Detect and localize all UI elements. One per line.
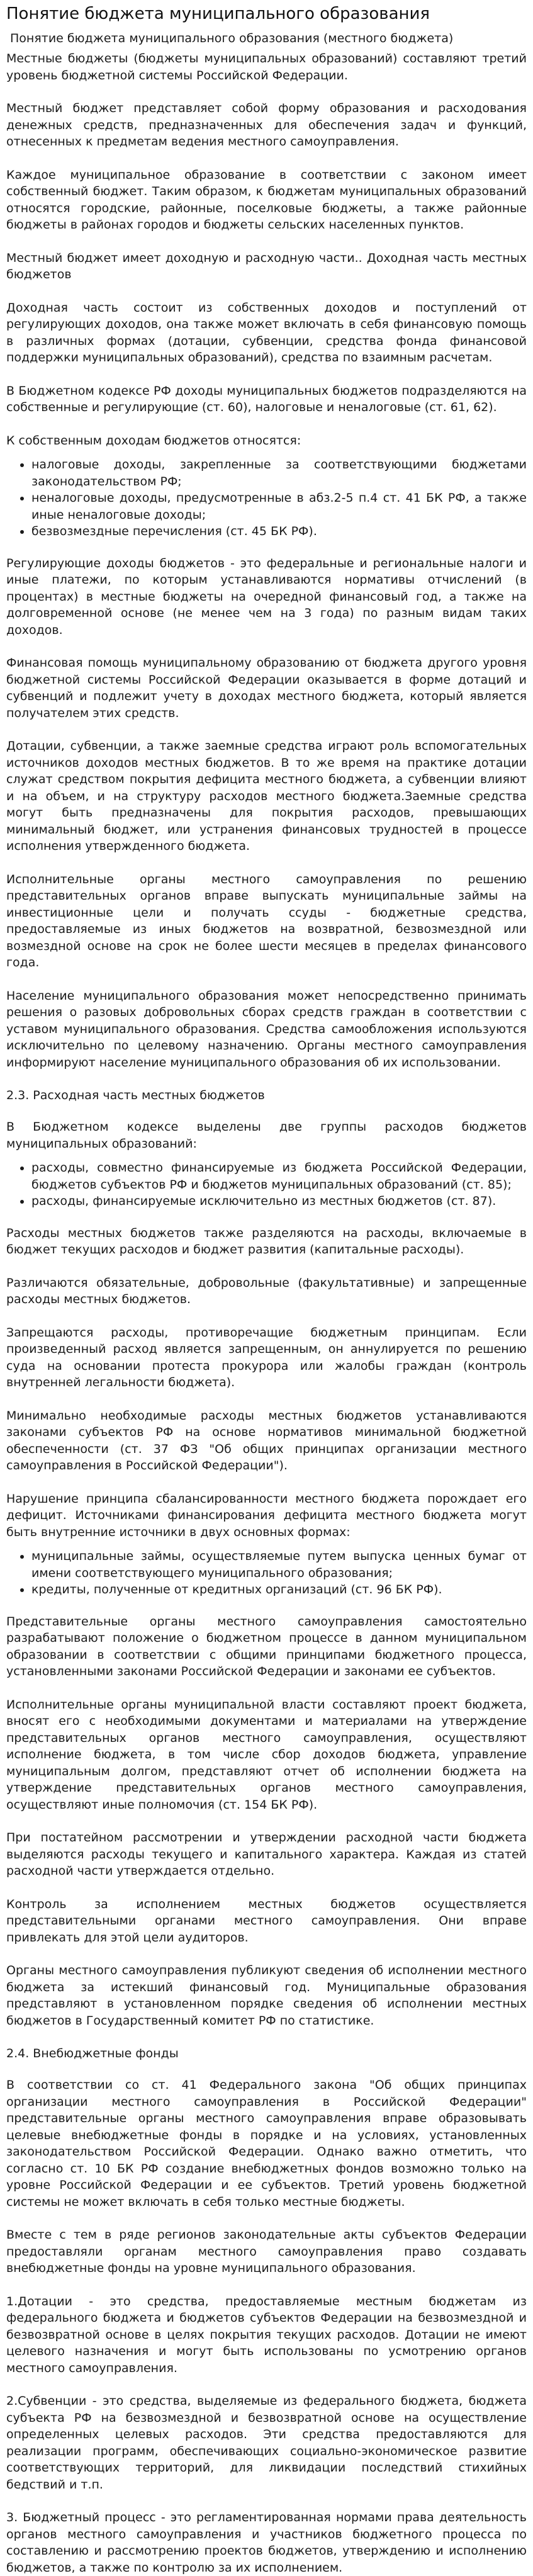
- paragraph: Нарушение принципа сбалансированности местного бюджета порождает его дефицит. Источниками финансирования дефицита местного бюджета могут быть внутренние источники в двух основных формах:: [6, 1491, 527, 1539]
- paragraph: Дотации, субвенции, а также заемные средства играют роль вспомогательных источников доходов местных бюджетов. В то же время на практике дотации служат средством покрытия дефицита местного бюджета, а субвенции влияют и на объем, и на структуру расходов местного бюджета.Заемные средства могут быть предназначены для покрытия расходов, превышающих минимальный бюджет, или устранения финансовых трудностей в процессе исполнения утвержденного бюджета.: [6, 739, 527, 853]
- expense-groups-list: [6, 1160, 527, 1210]
- page-title: Понятие бюджета муниципального образования: [6, 4, 430, 23]
- paragraph: Минимально необходимые расходы местных бюджетов устанавливаются законами субъектов РФ на основе нормативов минимальной бюджетной обеспеченности (ст. 37 ФЗ "Об общих принципах организации местного самоуправления в Российской Федерации").: [6, 1408, 527, 1472]
- paragraph: Различаются обязательные, добровольные (факультативные) и запрещенные расходы местных бюджетов.: [6, 1275, 527, 1306]
- paragraph: Каждое муниципальное образование в соответствии с законом имеет собственный бюджет. Таким образом, к бюджетам муниципальных образований относятся городские, районные, поселковые бюджеты, а также районные бюджеты в районах городов и бюджеты сельских населенных пунктов.: [6, 167, 527, 232]
- list-item: • расходы, финансируемые исключительно из местных бюджетов (ст. 87).: [31, 1193, 527, 1210]
- paragraph: Местный бюджет представляет собой форму образования и расходования денежных средств, предназначенных для обеспечения задач и функций, отнесенных к предметам ведения местного самоуправления.: [6, 101, 527, 149]
- paragraph: Местные бюджеты (бюджеты муниципальных образований) составляют третий уровень бюджетной системы Российской Федерации.: [6, 52, 527, 82]
- paragraph: Органы местного самоуправления публикуют сведения об исполнении местного бюджета за истекший финансовый год. Муниципальные образования представляют в установленном порядке сведения об исполнении местных бюджетов в Государственный комитет РФ по статистике.: [6, 1963, 527, 2028]
- paragraph: Финансовая помощь муниципальному образованию от бюджета другого уровня бюджетной системы Российской Федерации оказывается в форме дотаций и субвенций и подлежит учету в доходах местного бюджета, который является получателем этих средств.: [6, 656, 527, 720]
- paragraph: 3. Бюджетный процесс - это регламентированная нормами права деятельность органов местного самоуправления и участников бюджетного процесса по составлению и рассмотрению проектов бюджетов, утверждению и исполнению бюджетов, а также по контролю за их исполнением.: [6, 2511, 527, 2575]
- paragraph: 2.Субвенции - это средства, выделяемые из федерального бюджета, бюджета субъекта РФ на безвозмездной и безвозвратной основе на осуществление определенных целевых расходов. Эти средства предоставляются для реализации программ, обеспечивающих социально-экономическое развитие соответствующих территорий, для ликвидации последствий стихийных бедствий и т.п.: [6, 2394, 527, 2492]
- paragraph: Местный бюджет имеет доходную и расходную части.. Доходная часть местных бюджетов: [6, 251, 527, 281]
- own-revenues-list: [6, 456, 527, 540]
- section-heading: 2.4. Внебюджетные фонды: [6, 2047, 179, 2060]
- paragraph: Представительные органы местного самоуправления самостоятельно разрабатывают положение о бюджетном процессе в данном муниципальном образовании в соответствии с общими принципами бюджетного процесса, установленными законами Российской Федерации и законами ее субъектов.: [6, 1614, 527, 1678]
- list-item: • кредиты, полученные от кредитных организаций (ст. 96 БК РФ).: [31, 1581, 527, 1598]
- section-heading: 2.3. Расходная часть местных бюджетов: [6, 1088, 265, 1102]
- paragraph: Вместе с тем в ряде регионов законодательные акты субъектов Федерации предоставляли органам местного самоуправления право создавать внебюджетные фонды на уровне муниципального образования.: [6, 2228, 527, 2275]
- paragraph: Расходы местных бюджетов также разделяются на расходы, включаемые в бюджет текущих расходов и бюджет развития (капитальные расходы).: [6, 1226, 527, 1257]
- paragraph: Население муниципального образования может непосредственно принимать решения о разовых добровольных сборах средств граждан в соответствии с уставом муниципального образования. Средства самообложения используются исключительно по целевому назначению. Органы местного самоуправления информируют население муниципального образования об их использовании.: [6, 988, 527, 1070]
- paragraph: В соответствии со ст. 41 Федерального закона "Об общих принципах организации местного самоуправления в Российской Федерации" представительные органы местного самоуправления вправе образовывать целевые внебюджетные фонды в порядке и на условиях, установленных законодательством Российской Федерации. Однако важно отметить, что согласно ст. 10 БК РФ создание внебюджетных фондов возможно только на уровне Российской Федерации и ее субъектов. Третий уровень бюджетной системы не может включать в себя только местные бюджеты.: [6, 2078, 527, 2209]
- paragraph: В Бюджетном кодексе выделены две группы расходов бюджетов муниципальных образований:: [6, 1120, 527, 1151]
- paragraph: Доходная часть состоит из собственных доходов и поступлений от регулирующих доходов, она также может включать в себя финансовую помощь в различных формах (дотации, субвенции, средства фонда финансовой поддержки муниципальных образований), средства по взаимным расчетам.: [6, 300, 527, 364]
- paragraph: Регулирующие доходы бюджетов - это федеральные и региональные налоги и иные платежи, по которым устанавливаются нормативы отчислений (в процентах) в местные бюджеты на очередной финансовый год, а также на долговременной основе (не менее чем на 3 года) по разным видам таких доходов.: [6, 556, 527, 637]
- deficit-sources-list: [6, 1548, 527, 1598]
- paragraph: В Бюджетном кодексе РФ доходы муниципальных бюджетов подразделяются на собственные и регулирующие (ст. 60), налоговые и неналоговые (ст. 61, 62).: [6, 383, 527, 414]
- list-item: • безвозмездные перечисления (ст. 45 БК РФ).: [31, 523, 527, 540]
- paragraph: Исполнительные органы муниципальной власти составляют проект бюджета, вносят его с необходимыми документами и материалами на утверждение представительных органов местного самоуправления, осуществляют исполнение бюджета, в том числе сбор доходов бюджета, управление муниципальным долгом, представляют отчет об исполнении бюджета на утверждение представительных органов местного самоуправления, осуществляют иные полномочия (ст. 154 БК РФ).: [6, 1697, 527, 1812]
- paragraph: Контроль за исполнением местных бюджетов осуществляется представительными органами местного самоуправления. Они вправе привлекать для этой цели аудиторов.: [6, 1897, 527, 1945]
- paragraph: К собственным доходам бюджетов относятся:: [6, 433, 301, 448]
- page-subtitle: Понятие бюджета муниципального образования (местного бюджета): [10, 31, 454, 45]
- paragraph: Запрещаются расходы, противоречащие бюджетным принципам. Если произведенный расход является запрещенным, он аннулируется по решению суда на основании протеста прокурора или жалобы граждан (контроль внутренней легальности бюджета).: [6, 1325, 527, 1389]
- paragraph: Исполнительные органы местного самоуправления по решению представительных органов вправе выпускать муниципальные займы на инвестиционные цели и получать ссуды - бюджетные средства, предоставляемые из иных бюджетов на возвратной, безвозмездной или возмездной основе на срок не более шести месяцев в пределах финансового года.: [6, 872, 527, 969]
- list-item: • муниципальные займы, осуществляемые путем выпуска ценных бумаг от имени соответствующего муниципального образования;: [31, 1548, 527, 1581]
- paragraph: При постатейном рассмотрении и утверждении расходной части бюджета выделяются расходы текущего и капитального характера. Каждая из статей расходной части утверждается отдельно.: [6, 1831, 527, 1878]
- list-item: • налоговые доходы, закрепленные за соответствующими бюджетами законодательством РФ;: [31, 456, 527, 490]
- list-item: • неналоговые доходы, предусмотренные в абз.2-5 п.4 ст. 41 БК РФ, а также иные неналоговые доходы;: [31, 490, 527, 523]
- paragraph: 1.Дотации - это средства, предоставляемые местным бюджетам из федерального бюджета и бюджетов субъектов Федерации на безвозмездной и безвозвратной основе в целях покрытия текущих расходов. Дотации не имеют целевого назначения и могут быть использованы по усмотрению органов местного самоуправления.: [6, 2294, 527, 2375]
- list-item: • расходы, совместно финансируемые из бюджета Российской Федерации, бюджетов субъектов РФ и бюджетов муниципальных образований (ст. 85);: [31, 1160, 527, 1193]
